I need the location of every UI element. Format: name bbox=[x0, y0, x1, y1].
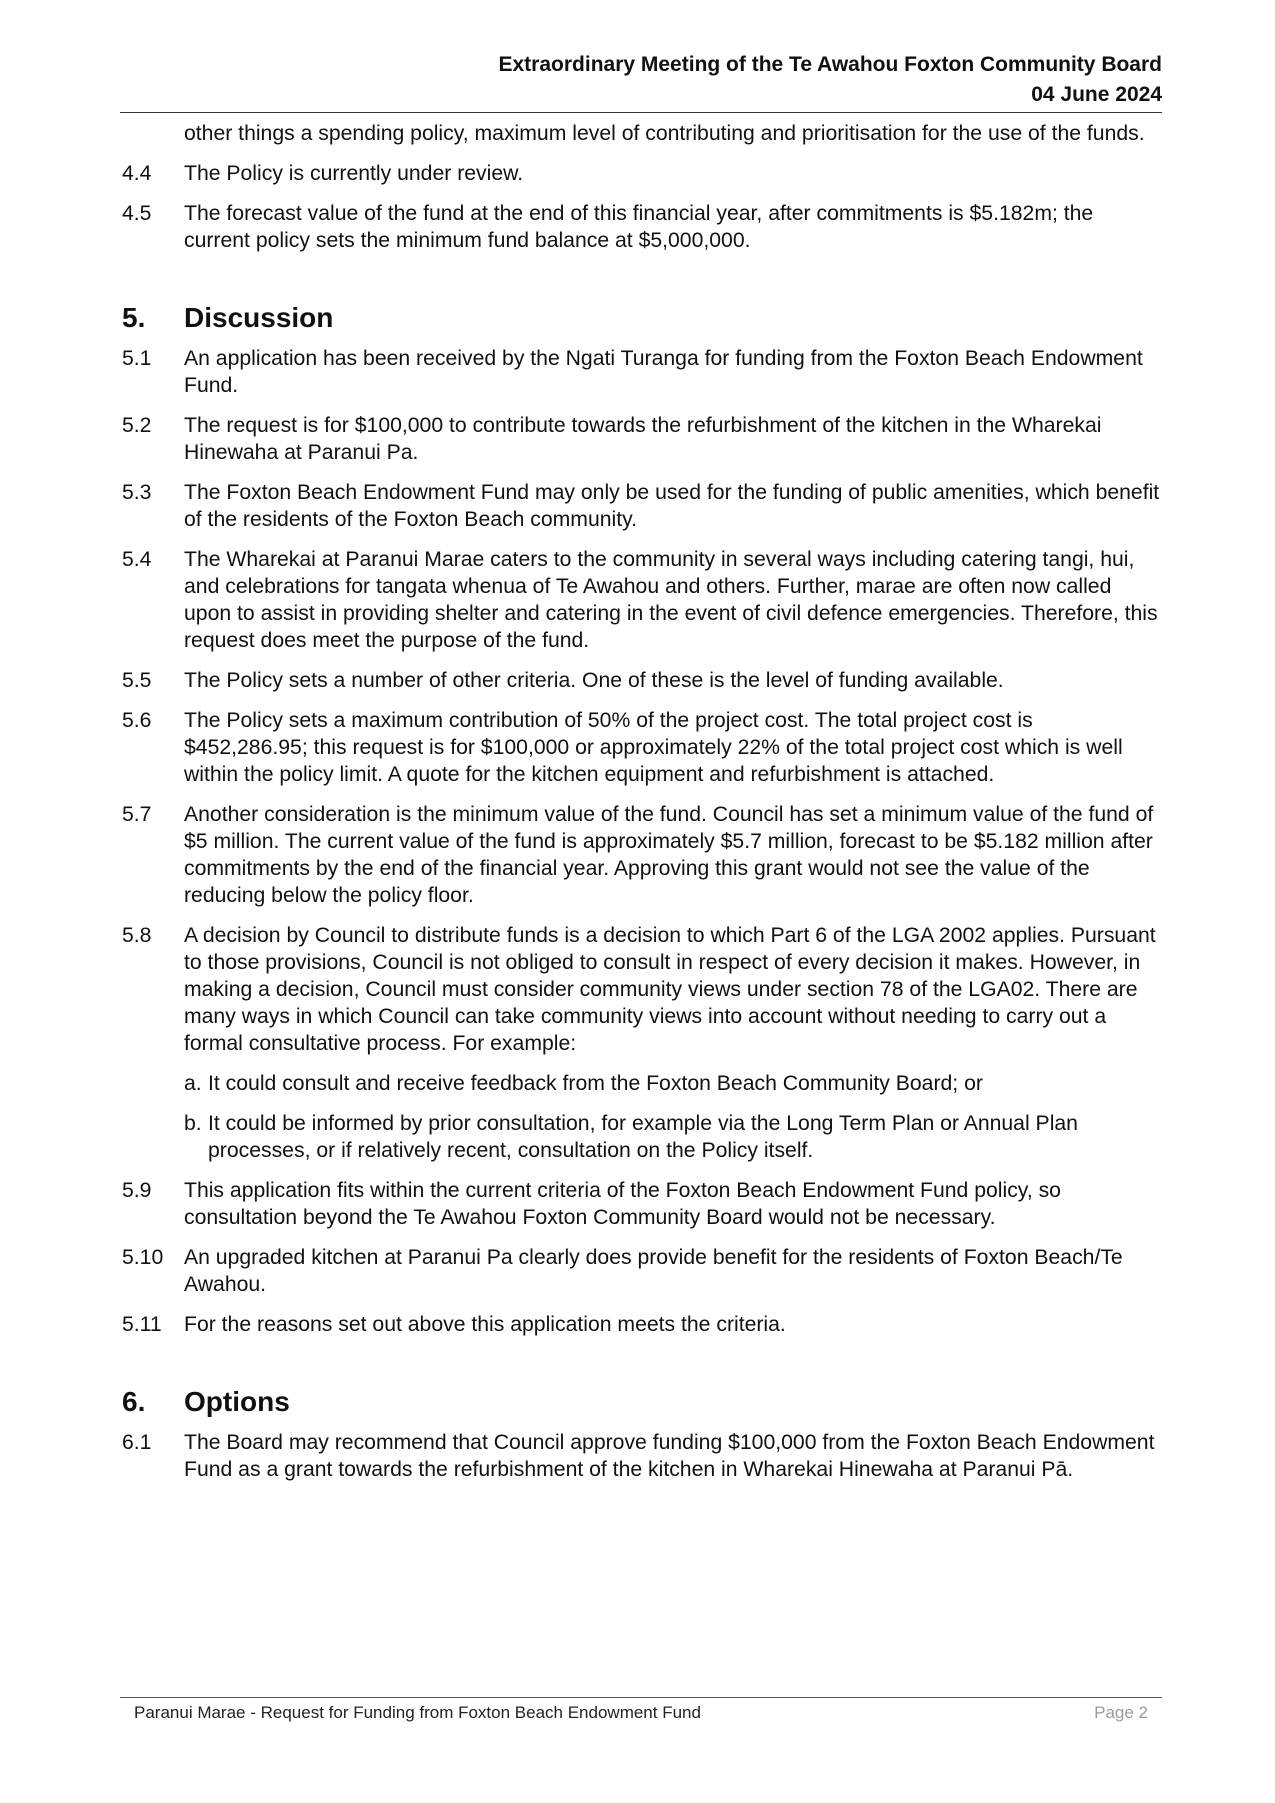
paragraph-5-6 bbox=[122, 707, 1162, 788]
paragraph-text: The Wharekai at Paranui Marae caters to the community in several ways including catering tangi, hui, and celebrations for tangata whenua of Te Awahou and others. Further, marae are often now called upon to assist in providing shelter and catering in the event of civil defence emergencies. Therefore, this request does meet the purpose of the fund. bbox=[184, 548, 1158, 652]
page-footer bbox=[120, 1697, 1162, 1722]
paragraph-text: For the reasons set out above this application meets the criteria. bbox=[184, 1313, 786, 1336]
section-title: Discussion bbox=[184, 302, 334, 333]
paragraph-number: 5.4 bbox=[122, 548, 152, 571]
paragraph-number: 5.5 bbox=[122, 669, 152, 692]
meeting-title: Extraordinary Meeting of the Te Awahou Foxton Community Board bbox=[498, 53, 1162, 76]
document-body bbox=[122, 120, 1162, 1496]
paragraph-text: Another consideration is the minimum value of the fund. Council has set a minimum value of the fund of $5 million. The current value of the fund is approximately $5.7 million, forecast to be $5.182 million after commitments by the end of the financial year. Approving this grant would not see the value of the reducing below the policy floor. bbox=[184, 803, 1154, 907]
paragraph-5-9 bbox=[122, 1177, 1162, 1231]
paragraph-text: The forecast value of the fund at the end of this financial year, after commitments is $5.182m; the current policy sets the minimum fund balance at $5,000,000. bbox=[184, 202, 1094, 252]
paragraph-text: The Policy sets a number of other criteria. One of these is the level of funding available. bbox=[184, 669, 1004, 692]
paragraph-text: The Board may recommend that Council approve funding $100,000 from the Foxton Beach Endowment Fund as a grant towards the refurbishment of the kitchen in Wharekai Hinewaha at Paranui Pā. bbox=[184, 1431, 1155, 1481]
meeting-date: 04 June 2024 bbox=[1031, 83, 1162, 106]
paragraph-5-2 bbox=[122, 412, 1162, 466]
continued-paragraph: other things a spending policy, maximum level of contributing and prioritisation for the use of the funds. bbox=[184, 122, 1145, 145]
paragraph-number: 5.2 bbox=[122, 414, 152, 437]
paragraph-5-8 bbox=[122, 922, 1162, 1057]
list-text: It could consult and receive feedback from the Foxton Beach Community Board; or bbox=[208, 1072, 983, 1095]
paragraph-number: 5.8 bbox=[122, 924, 152, 947]
paragraph-5-10 bbox=[122, 1244, 1162, 1298]
paragraph-number: 5.9 bbox=[122, 1179, 152, 1202]
paragraph-text: This application fits within the current criteria of the Foxton Beach Endowment Fund policy, so consultation beyond the Te Awahou Foxton Community Board would not be necessary. bbox=[184, 1179, 1061, 1229]
section-heading-discussion bbox=[122, 300, 1162, 336]
section-title: Options bbox=[184, 1386, 290, 1417]
paragraph-text: An upgraded kitchen at Paranui Pa clearly does provide benefit for the residents of Foxton Beach/Te Awahou. bbox=[184, 1246, 1123, 1296]
section-number: 5. bbox=[122, 302, 146, 333]
paragraph-5-5 bbox=[122, 667, 1162, 694]
paragraph-number: 5.10 bbox=[122, 1246, 164, 1269]
section-heading-options bbox=[122, 1384, 1162, 1420]
list-label: a. bbox=[184, 1072, 202, 1095]
paragraph-number: 4.4 bbox=[122, 162, 152, 185]
footer-document-title: Paranui Marae - Request for Funding from Foxton Beach Endowment Fund bbox=[134, 1703, 701, 1722]
paragraph-number: 5.7 bbox=[122, 803, 152, 826]
paragraph-text: The request is for $100,000 to contribute towards the refurbishment of the kitchen in the Wharekai Hinewaha at Paranui Pa. bbox=[184, 414, 1102, 464]
paragraph-text: The Policy is currently under review. bbox=[184, 162, 524, 185]
paragraph-text: A decision by Council to distribute funds is a decision to which Part 6 of the LGA 2002 applies. Pursuant to those provisions, Council is not obliged to consult in respect of every decision it makes. However, in making a decision, Council must consider community views under section 78 of the LGA02. There are many ways in which Council can take community views into account without needing to carry out a formal consultative process. For example: bbox=[184, 924, 1156, 1055]
paragraph-5-1 bbox=[122, 345, 1162, 399]
paragraph-6-1 bbox=[122, 1429, 1162, 1483]
paragraph-5-7 bbox=[122, 801, 1162, 909]
list-item-a bbox=[122, 1070, 1162, 1097]
paragraph-text: An application has been received by the Ngati Turanga for funding from the Foxton Beach Endowment Fund. bbox=[184, 347, 1143, 397]
paragraph-4-4 bbox=[122, 160, 1162, 187]
paragraph-number: 5.6 bbox=[122, 709, 152, 732]
section-number: 6. bbox=[122, 1386, 146, 1417]
paragraph-5-11 bbox=[122, 1311, 1162, 1338]
page-header bbox=[120, 50, 1162, 113]
paragraph-number: 4.5 bbox=[122, 202, 152, 225]
paragraph-4-5 bbox=[122, 200, 1162, 254]
paragraph-text: The Foxton Beach Endowment Fund may only be used for the funding of public amenities, which benefit of the residents of the Foxton Beach community. bbox=[184, 481, 1160, 531]
list-item-b bbox=[122, 1110, 1162, 1164]
list-text: It could be informed by prior consultation, for example via the Long Term Plan or Annual Plan processes, or if relatively recent, consultation on the Policy itself. bbox=[208, 1112, 1078, 1162]
paragraph-text: The Policy sets a maximum contribution of 50% of the project cost. The total project cost is $452,286.95; this request is for $100,000 or approximately 22% of the total project cost which is well within the policy limit. A quote for the kitchen equipment and refurbishment is attached. bbox=[184, 709, 1123, 786]
paragraph-5-3 bbox=[122, 479, 1162, 533]
paragraph-number: 5.1 bbox=[122, 347, 152, 370]
list-label: b. bbox=[184, 1112, 202, 1135]
paragraph-number: 5.11 bbox=[122, 1313, 162, 1336]
paragraph-5-4 bbox=[122, 546, 1162, 654]
page-number: Page 2 bbox=[1094, 1703, 1148, 1722]
paragraph-number: 6.1 bbox=[122, 1431, 152, 1454]
paragraph-number: 5.3 bbox=[122, 481, 152, 504]
